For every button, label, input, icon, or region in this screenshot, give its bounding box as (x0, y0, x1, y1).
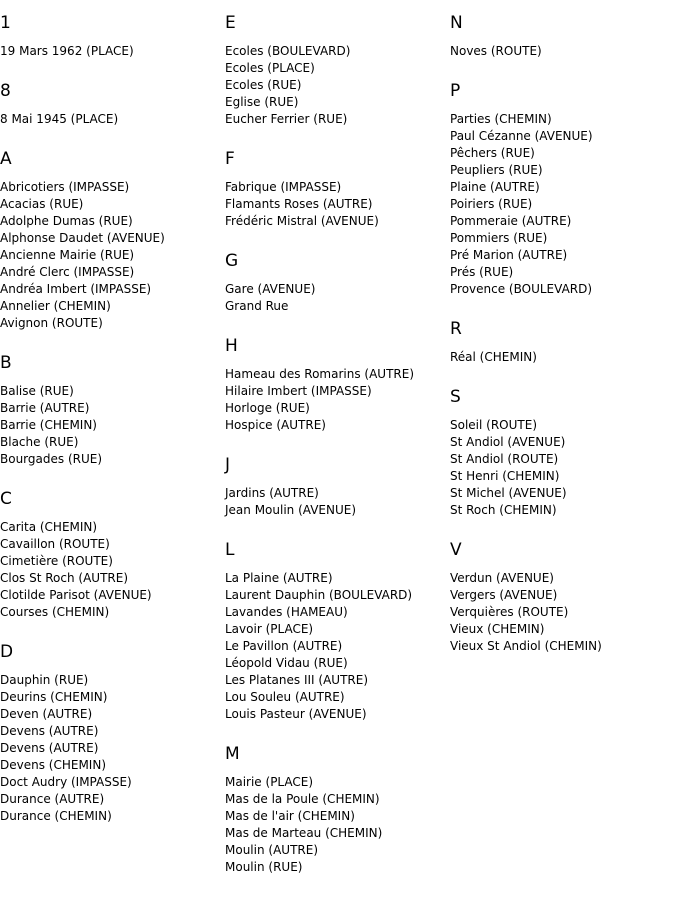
section-letter-heading: S (450, 387, 461, 407)
section-spacer (0, 825, 225, 833)
section-spacer (0, 128, 225, 136)
street-link[interactable]: Pré Marion (AUTRE) (450, 248, 568, 262)
street-link[interactable]: Léopold Vidau (RUE) (225, 656, 348, 670)
section-spacer (0, 621, 225, 629)
section-spacer (0, 468, 225, 476)
street-link[interactable]: Hospice (AUTRE) (225, 418, 326, 432)
section-letter-heading: N (450, 13, 463, 33)
street-link[interactable]: Mairie (PLACE) (225, 775, 314, 789)
section-spacer (225, 723, 450, 731)
letter-section (225, 238, 450, 323)
letter-section (0, 340, 225, 476)
street-link[interactable]: Andréa Imbert (IMPASSE) (0, 282, 152, 296)
street-link[interactable]: Eucher Ferrier (RUE) (225, 112, 348, 126)
street-link[interactable]: Pêchers (RUE) (450, 146, 535, 160)
street-link[interactable]: Alphonse Daudet (AVENUE) (0, 231, 165, 245)
section-spacer (225, 315, 450, 323)
street-link[interactable]: St Michel (AVENUE) (450, 486, 567, 500)
street-link[interactable]: Hameau des Romarins (AUTRE) (225, 367, 415, 381)
street-link[interactable]: Verquières (ROUTE) (450, 605, 569, 619)
street-link[interactable]: Courses (CHEMIN) (0, 605, 110, 619)
street-link[interactable]: Dauphin (RUE) (0, 673, 89, 687)
street-link[interactable]: Frédéric Mistral (AVENUE) (225, 214, 379, 228)
street-link[interactable]: Jardins (AUTRE) (225, 486, 319, 500)
section-letter-heading: H (225, 336, 238, 356)
street-link[interactable]: Carita (CHEMIN) (0, 520, 98, 534)
street-link[interactable]: Ecoles (RUE) (225, 78, 302, 92)
letter-section (0, 476, 225, 629)
street-link[interactable]: St Roch (CHEMIN) (450, 503, 557, 517)
street-link[interactable]: Gare (AVENUE) (225, 282, 316, 296)
street-link[interactable]: Durance (CHEMIN) (0, 809, 112, 823)
street-link[interactable]: Plaine (AUTRE) (450, 180, 540, 194)
section-spacer (225, 519, 450, 527)
letter-section (450, 306, 675, 374)
street-column-1 (0, 0, 225, 833)
street-link[interactable]: Provence (BOULEVARD) (450, 282, 593, 296)
street-link[interactable]: St Andiol (AVENUE) (450, 435, 566, 449)
section-spacer (225, 876, 450, 884)
street-link[interactable]: Réal (CHEMIN) (450, 350, 537, 364)
street-link[interactable]: Pommiers (RUE) (450, 231, 548, 245)
letter-section (0, 68, 225, 136)
street-link[interactable]: Balise (RUE) (0, 384, 74, 398)
street-link[interactable]: Bourgades (RUE) (0, 452, 103, 466)
street-link[interactable]: Peupliers (RUE) (450, 163, 543, 177)
section-letter-heading: C (0, 489, 12, 509)
letter-section (225, 731, 450, 884)
street-link[interactable]: St Andiol (ROUTE) (450, 452, 559, 466)
section-letter-heading: P (450, 81, 461, 101)
street-link[interactable]: Laurent Dauphin (BOULEVARD) (225, 588, 413, 602)
street-link[interactable]: Flamants Roses (AUTRE) (225, 197, 373, 211)
section-letter-heading: 8 (0, 81, 11, 101)
letter-section (225, 136, 450, 238)
letter-section (0, 0, 225, 68)
street-link[interactable]: St Henri (CHEMIN) (450, 469, 560, 483)
letter-section (225, 0, 450, 136)
section-spacer (450, 519, 675, 527)
street-link[interactable]: Poiriers (RUE) (450, 197, 533, 211)
street-link[interactable]: Vieux (CHEMIN) (450, 622, 545, 636)
street-column-2 (225, 0, 450, 884)
street-link[interactable]: Moulin (RUE) (225, 860, 303, 874)
section-spacer (450, 298, 675, 306)
street-link[interactable]: Ecoles (BOULEVARD) (225, 44, 351, 58)
section-letter-heading: E (225, 13, 236, 33)
street-link[interactable]: Vergers (AVENUE) (450, 588, 558, 602)
street-link[interactable]: Vieux St Andiol (CHEMIN) (450, 639, 602, 653)
section-letter-heading: M (225, 744, 240, 764)
section-spacer (450, 366, 675, 374)
street-link[interactable]: Deven (AUTRE) (0, 707, 93, 721)
section-letter-heading: J (225, 455, 231, 475)
street-link[interactable]: Clotilde Parisot (AVENUE) (0, 588, 152, 602)
street-link[interactable]: Jean Moulin (AVENUE) (225, 503, 357, 517)
street-link[interactable]: Verdun (AVENUE) (450, 571, 554, 585)
street-link[interactable]: La Plaine (AUTRE) (225, 571, 333, 585)
street-link[interactable]: 19 Mars 1962 (PLACE) (0, 44, 134, 58)
street-link[interactable]: Avignon (ROUTE) (0, 316, 103, 330)
street-link[interactable]: Mas de Marteau (CHEMIN) (225, 826, 383, 840)
street-link[interactable]: Abricotiers (IMPASSE) (0, 180, 130, 194)
section-letter-heading: D (0, 642, 14, 662)
street-link[interactable]: Hilaire Imbert (IMPASSE) (225, 384, 372, 398)
letter-section (450, 68, 675, 306)
section-spacer (225, 434, 450, 442)
street-link[interactable]: Horloge (RUE) (225, 401, 310, 415)
street-link[interactable]: Doct Audry (IMPASSE) (0, 775, 132, 789)
street-link[interactable]: Eglise (RUE) (225, 95, 299, 109)
street-link[interactable]: Soleil (ROUTE) (450, 418, 537, 432)
section-letter-heading: F (225, 149, 235, 169)
street-link[interactable]: Louis Pasteur (AVENUE) (225, 707, 367, 721)
letter-section (450, 527, 675, 663)
section-spacer (225, 128, 450, 136)
street-link[interactable]: Mas de la Poule (CHEMIN) (225, 792, 380, 806)
street-link[interactable]: Prés (RUE) (450, 265, 514, 279)
letter-section (225, 527, 450, 731)
street-link[interactable]: Moulin (AUTRE) (225, 843, 318, 857)
street-link[interactable]: Cavaillon (ROUTE) (0, 537, 110, 551)
street-link[interactable]: Le Pavillon (AUTRE) (225, 639, 343, 653)
letter-section (225, 442, 450, 527)
section-spacer (0, 332, 225, 340)
street-link[interactable]: Devens (CHEMIN) (0, 758, 106, 772)
street-link[interactable]: Pommeraie (AUTRE) (450, 214, 572, 228)
street-link[interactable]: Fabrique (IMPASSE) (225, 180, 342, 194)
street-link[interactable]: Les Platanes III (AUTRE) (225, 673, 368, 687)
section-spacer (450, 655, 675, 663)
street-link[interactable]: Parties (CHEMIN) (450, 112, 552, 126)
street-link[interactable]: Devens (AUTRE) (0, 724, 99, 738)
street-link[interactable]: André Clerc (IMPASSE) (0, 265, 135, 279)
street-link[interactable]: Cimetière (ROUTE) (0, 554, 113, 568)
section-spacer (450, 60, 675, 68)
street-link[interactable]: Acacias (RUE) (0, 197, 84, 211)
section-letter-heading: G (225, 251, 239, 271)
street-column-3 (450, 0, 675, 663)
street-link[interactable]: Barrie (AUTRE) (0, 401, 90, 415)
street-link[interactable]: Annelier (CHEMIN) (0, 299, 111, 313)
street-link[interactable]: 8 Mai 1945 (PLACE) (0, 112, 119, 126)
street-link[interactable]: Clos St Roch (AUTRE) (0, 571, 129, 585)
section-letter-heading: V (450, 540, 462, 560)
street-link[interactable]: Adolphe Dumas (RUE) (0, 214, 133, 228)
letter-section (225, 323, 450, 442)
street-link[interactable]: Noves (ROUTE) (450, 44, 542, 58)
street-link[interactable]: Durance (AUTRE) (0, 792, 105, 806)
section-letter-heading: R (450, 319, 462, 339)
section-letter-heading: B (0, 353, 12, 373)
letter-section (450, 374, 675, 527)
section-letter-heading: 1 (0, 13, 11, 33)
street-link[interactable]: Lavoir (PLACE) (225, 622, 314, 636)
street-link[interactable]: Grand Rue (225, 299, 289, 313)
section-letter-heading: A (0, 149, 12, 169)
street-link[interactable]: Ecoles (PLACE) (225, 61, 315, 75)
section-spacer (225, 230, 450, 238)
street-link[interactable]: Lou Souleu (AUTRE) (225, 690, 345, 704)
street-link[interactable]: Paul Cézanne (AVENUE) (450, 129, 593, 143)
letter-section (0, 136, 225, 340)
street-link[interactable]: Blache (RUE) (0, 435, 79, 449)
section-spacer (0, 60, 225, 68)
letter-section (0, 629, 225, 833)
street-link[interactable]: Devens (AUTRE) (0, 741, 99, 755)
street-link[interactable]: Deurins (CHEMIN) (0, 690, 108, 704)
street-link[interactable]: Barrie (CHEMIN) (0, 418, 97, 432)
section-letter-heading: L (225, 540, 235, 560)
letter-section (450, 0, 675, 68)
street-link[interactable]: Ancienne Mairie (RUE) (0, 248, 135, 262)
street-link[interactable]: Lavandes (HAMEAU) (225, 605, 348, 619)
street-link[interactable]: Mas de l'air (CHEMIN) (225, 809, 355, 823)
